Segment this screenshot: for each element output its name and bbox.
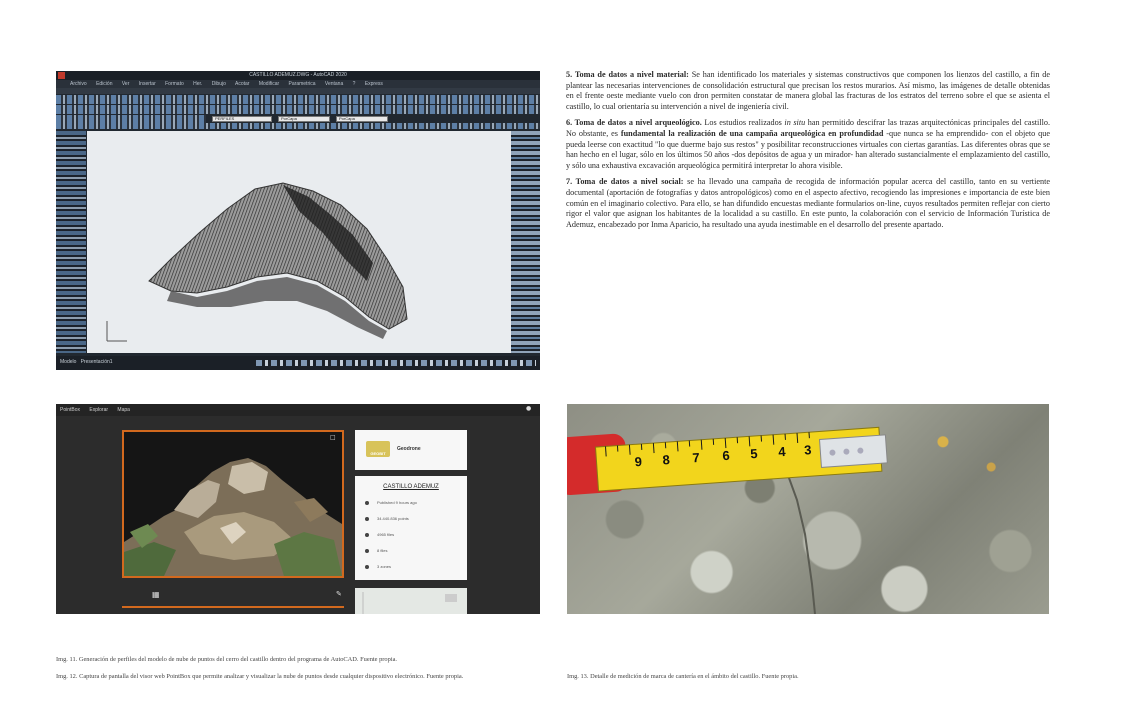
project-title: CASTILLO ADEMUZ xyxy=(383,484,439,490)
stat-value: Published 9 hours ago xyxy=(377,500,417,505)
caption-img13: Img. 13. Detalle de medición de marca de cantería en el ámbito del castillo. Fuente propia. xyxy=(567,673,799,680)
tape-number: 6 xyxy=(721,447,731,464)
autocad-file-tabs xyxy=(56,88,540,94)
section-text: Se han identificado los materiales y sistemas constructivos que componen los lienzos del castillo, a fin de plantear las necesarias intervenciones de consolidación estructural que precisan los restos murarios. Así mismo, las imágenes de detalle obtenidas en el frente oeste mediante vuelo con dron permiten constatar de manera global las fracturas de los estratos del terreno sobre el que se asienta el castillo, lo cual orientaría su intervención a nivel de ingeniería civil. xyxy=(566,70,1050,111)
stat-zones xyxy=(365,564,391,569)
autocad-left-toolbar xyxy=(56,131,86,353)
section-text: -que nunca se ha emprendido- con el objeto que pueda leerse con exactitud "lo que duerme bajo sus restos" y posibilitar reconstrucciones virtuales con ciertas garantías. Las diferentes obras que se han hecho en el lugar, sólo en los últimos 50 años -dos depósitos de agua y un mirador- han alterado sustancialmente el emplazamiento del castillo, y sólo una exhaustiva excavación arqueológica permitirá interpretar lo ahora visible. xyxy=(566,128,1050,170)
tape-number: 9 xyxy=(634,453,643,470)
autocad-menu-item: Acotar xyxy=(235,81,250,87)
autocad-menu-item: ? xyxy=(352,81,356,87)
body-text xyxy=(566,70,1050,236)
autocad-menu-item: Express xyxy=(364,81,383,87)
owner-name: Geodrone xyxy=(397,446,421,452)
stat-value: 34.440.836 points xyxy=(377,516,409,521)
viewer-underline xyxy=(122,606,344,608)
autocad-menu-item: Dibujo xyxy=(211,81,226,87)
mini-map xyxy=(355,588,467,614)
tape-number: 8 xyxy=(662,451,671,468)
stat-value: 4965 files xyxy=(377,532,395,537)
section-text: se ha llevado una campaña de recogida de información popular acerca del castillo, tanto en su vertiente documental (aportación de fotografías y datos antropológicos) como en el aspecto afectivo, recogiendo las impresiones e importancia de este bien común en el imaginario colectivo. Para ello, se han difundido encuestas mediante formularios on-line, cuyos resultados permiten reflejar con cierto rigor el valor que asignan los habitantes de la localidad a su castillo. En este punto, la colaboración con el servicio de Información Turística de Ademuz, encabezado por Inma Aparicio, ha resultado una ayuda inestimable en el desarrollo del presente apartado. xyxy=(566,177,1050,229)
lineweight-dropdown: PorCapa xyxy=(336,116,388,122)
user-icon: ● xyxy=(526,405,532,412)
tape-number: 7 xyxy=(691,449,701,466)
tape-number: 5 xyxy=(749,445,759,462)
autocad-menu-item: Ver xyxy=(121,81,130,87)
autocad-right-toolbar xyxy=(511,131,540,353)
pointbox-brand: PointBox xyxy=(60,407,81,413)
autocad-menu-bar xyxy=(56,80,540,88)
autocad-menu-item: Insertar xyxy=(138,81,156,87)
layout-tab: Presentación1 xyxy=(80,359,113,365)
pointbox-nav-item: Explorar xyxy=(89,407,109,413)
zones-icon xyxy=(365,565,369,569)
linetype-dropdown: PorCapa xyxy=(278,116,330,122)
section-social xyxy=(566,177,1050,230)
stat-files xyxy=(365,532,394,537)
map-card xyxy=(355,588,467,614)
stat-points xyxy=(365,516,409,521)
pointbox-top-bar xyxy=(56,404,540,416)
autocad-menu-item: Parametrica xyxy=(288,81,316,87)
point-cloud-view xyxy=(122,430,344,578)
section-heading: 6. Toma de datos a nivel arqueológico. xyxy=(566,118,702,128)
autocad-toolbar xyxy=(56,105,540,114)
section-text: Los estudios realizados xyxy=(701,118,785,128)
edit-icon: ✎ xyxy=(336,590,342,598)
tape-measure-photo xyxy=(567,404,1049,614)
owner-card xyxy=(355,430,467,470)
autocad-toolbar xyxy=(56,123,540,129)
autocad-menu-item: Ventana xyxy=(324,81,344,87)
autocad-viewport xyxy=(87,131,511,353)
section-bold-text: fundamental la realización de una campaña arqueológica en profundidad xyxy=(620,128,884,138)
tape-number: 4 xyxy=(777,443,787,460)
stat-files-2 xyxy=(365,548,387,553)
autocad-menu-item: Modificar xyxy=(258,81,280,87)
layer-dropdown: PERFILES xyxy=(212,116,272,122)
vr-icon: ▦ xyxy=(152,590,160,599)
autocad-screenshot xyxy=(56,71,540,370)
section-heading: 7. Toma de datos a nivel social: xyxy=(566,177,684,187)
autocad-menu-item: Her. xyxy=(193,81,203,87)
files-icon xyxy=(365,549,369,553)
autocad-menu-item: Edición xyxy=(96,81,113,87)
section-text: han permitido descifrar las trazas arquitectónicas principales del castillo. No obstante, es xyxy=(566,118,1050,138)
stat-value: 8 files xyxy=(377,548,388,553)
tape-hook xyxy=(820,435,888,468)
geobit-logo xyxy=(366,441,390,457)
section-material xyxy=(566,70,1050,112)
clock-icon xyxy=(365,501,369,505)
autocad-menu-item: Formato xyxy=(165,81,184,87)
section-archaeological xyxy=(566,118,1050,171)
tape-number: 3 xyxy=(803,442,812,458)
fullscreen-icon: □ xyxy=(330,434,336,441)
autocad-layout-tabs xyxy=(60,359,113,365)
caption-img11: Img. 11. Generación de perfiles del modelo de nube de puntos del cerro del castillo dentro del programa de AutoCAD. Fuente propia. xyxy=(56,656,398,663)
castle-point-cloud xyxy=(124,432,342,576)
caption-img12: Img. 12. Captura de pantalla del visor web PointBox que permite analizar y visualizar la nube de puntos desde cualquier dispositivo electrónico. Fuente propia. xyxy=(56,673,464,680)
files-icon xyxy=(365,533,369,537)
stat-published xyxy=(365,500,417,505)
geobit-logo-text: GEOBIT xyxy=(370,451,386,456)
stat-value: 3 zones xyxy=(377,564,392,569)
autocad-window-title: CASTILLO ADEMUZ.DWG - AutoCAD 2020 xyxy=(249,72,347,78)
section-heading: 5. Toma de datos a nivel material: xyxy=(566,70,689,79)
points-icon xyxy=(365,517,369,521)
autocad-menu-item: Archivo xyxy=(70,81,87,87)
pointbox-nav-item: Mapa xyxy=(117,407,130,413)
terrain-profile-model xyxy=(87,131,511,353)
section-italic-text: in situ xyxy=(784,118,806,128)
tape-measure-scene xyxy=(567,404,1049,614)
project-info-card xyxy=(355,476,467,580)
pointbox-screenshot xyxy=(56,404,540,614)
autocad-title-bar xyxy=(56,71,540,80)
autocad-logo-icon xyxy=(58,72,65,79)
model-tab: Modelo xyxy=(60,359,77,365)
autocad-toolbar xyxy=(56,95,540,104)
autocad-status-icons xyxy=(256,360,536,366)
